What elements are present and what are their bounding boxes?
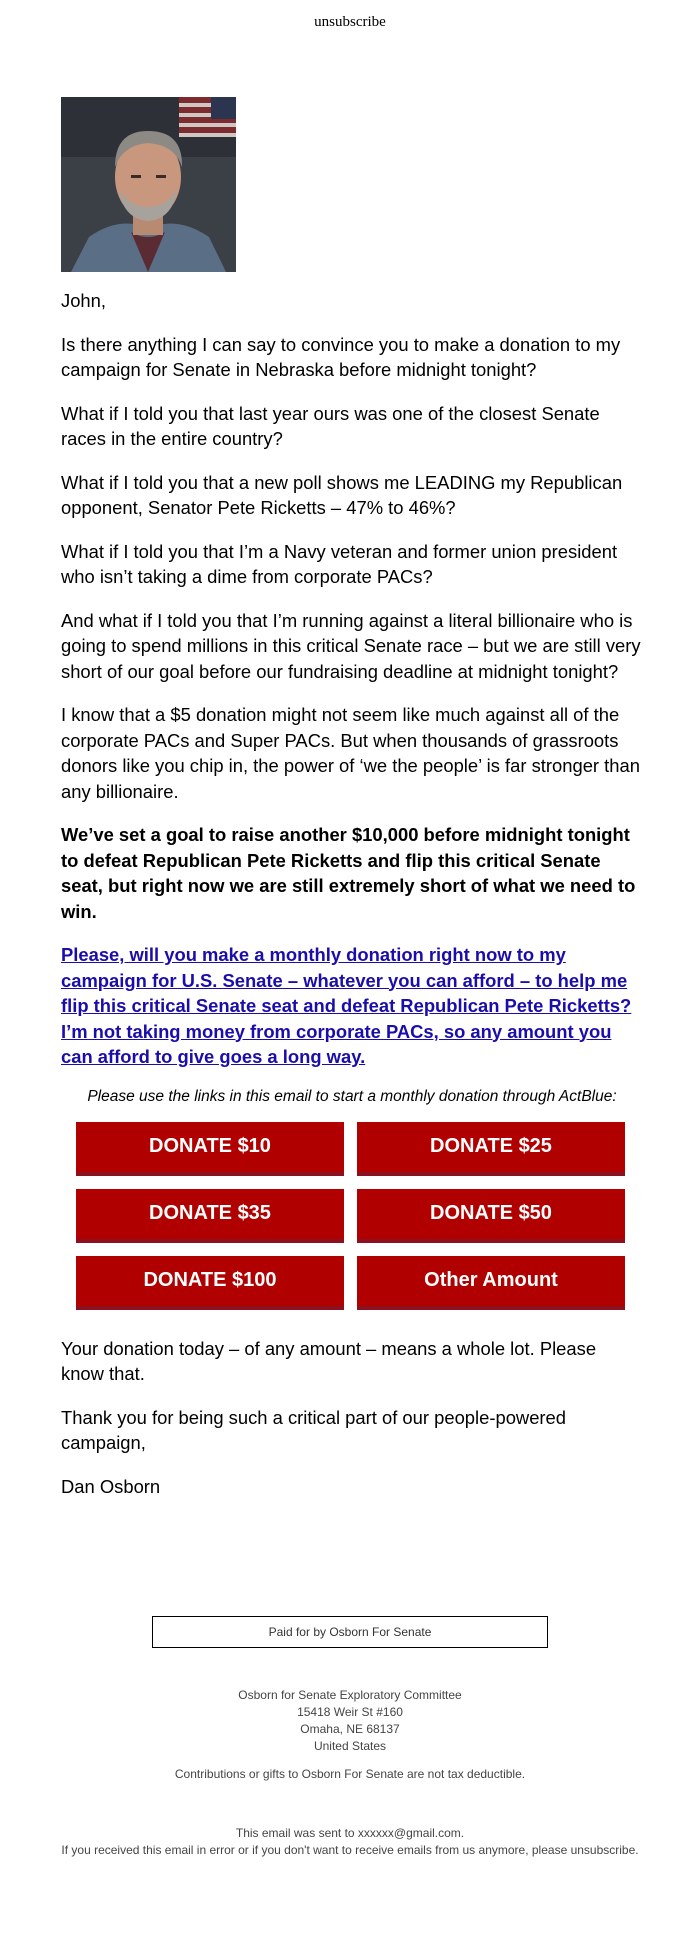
- closing-1: Your donation today – of any amount – means a whole lot. Please know that.: [61, 1337, 597, 1384]
- donate-25-button[interactable]: DONATE $25: [357, 1122, 625, 1176]
- address-line: United States: [313, 1739, 387, 1753]
- footer-address: [0, 1687, 700, 1755]
- candidate-photo: [61, 97, 236, 272]
- sent-to-line: This email was sent to xxxxxx@gmail.com.: [235, 1826, 465, 1840]
- paragraph-3: What if I told you that a new poll shows me LEADING my Republican opponent, Senator Pete Ricketts – 47% to 46%?: [61, 471, 623, 518]
- paragraph-2: What if I told you that last year ours was one of the closest Senate races in the entire country?: [61, 402, 600, 449]
- paragraph-4: What if I told you that I’m a Navy veteran and former union president who isn’t taking a dime from corporate PACs?: [61, 540, 618, 587]
- donate-35-button[interactable]: DONATE $35: [76, 1189, 344, 1243]
- donate-100-button[interactable]: DONATE $100: [76, 1256, 344, 1310]
- donate-buttons: [76, 1122, 643, 1310]
- paragraph-5: And what if I told you that I’m running against a literal billionaire who is going to spend millions in this critical Senate race – but we are still very short of our goal before our fundraising deadline at midnight tonight?: [61, 609, 641, 682]
- actblue-note: Please use the links in this email to start a monthly donation through ActBlue:: [87, 1087, 617, 1105]
- paid-for-box: Paid for by Osborn For Senate: [152, 1616, 548, 1648]
- other-amount-button[interactable]: Other Amount: [357, 1256, 625, 1310]
- email-body: [61, 288, 643, 1517]
- paragraph-1: Is there anything I can say to convince you to make a donation to my campaign for Senate in Nebraska before midnight tonight?: [61, 333, 621, 380]
- address-line: Osborn for Senate Exploratory Committee: [238, 1688, 462, 1702]
- address-line: Omaha, NE 68137: [300, 1722, 400, 1736]
- error-unsubscribe-line[interactable]: If you received this email in error or if you don't want to receive emails from us anymore, please unsubscribe.: [61, 1843, 639, 1857]
- paragraph-6: I know that a $5 donation might not seem like much against all of the corporate PACs and Super PACs. But when thousands of grassroots donors like you chip in, the power of ‘we the people’ is far stronger than any billionaire.: [61, 704, 640, 802]
- tax-note: Contributions or gifts to Osborn For Senate are not tax deductible.: [174, 1767, 526, 1781]
- greeting: John,: [61, 290, 106, 311]
- unsubscribe-link[interactable]: unsubscribe: [314, 14, 386, 30]
- donate-10-button[interactable]: DONATE $10: [76, 1122, 344, 1176]
- closing-2: Thank you for being such a critical part of our people-powered campaign,: [61, 1406, 567, 1453]
- donate-50-button[interactable]: DONATE $50: [357, 1189, 625, 1243]
- signature: Dan Osborn: [61, 1475, 161, 1497]
- address-line: 15418 Weir St #160: [297, 1705, 403, 1719]
- donation-link-paragraph: [61, 942, 643, 1070]
- goal-paragraph: We’ve set a goal to raise another $10,000 before midnight tonight to defeat Republican Pete Ricketts and flip this critical Senate seat, but right now we are still extremely short of what we need to win.: [61, 824, 636, 922]
- sent-to-note: [0, 1825, 700, 1859]
- monthly-donation-link[interactable]: Please, will you make a monthly donation right now to my campaign for U.S. Senate – whatever you can afford – to help me flip this critical Senate seat and defeat Republican Pete Ricketts? I’m not taking money from corporate PACs, so any amount you can afford to give goes a long way.: [61, 944, 632, 1067]
